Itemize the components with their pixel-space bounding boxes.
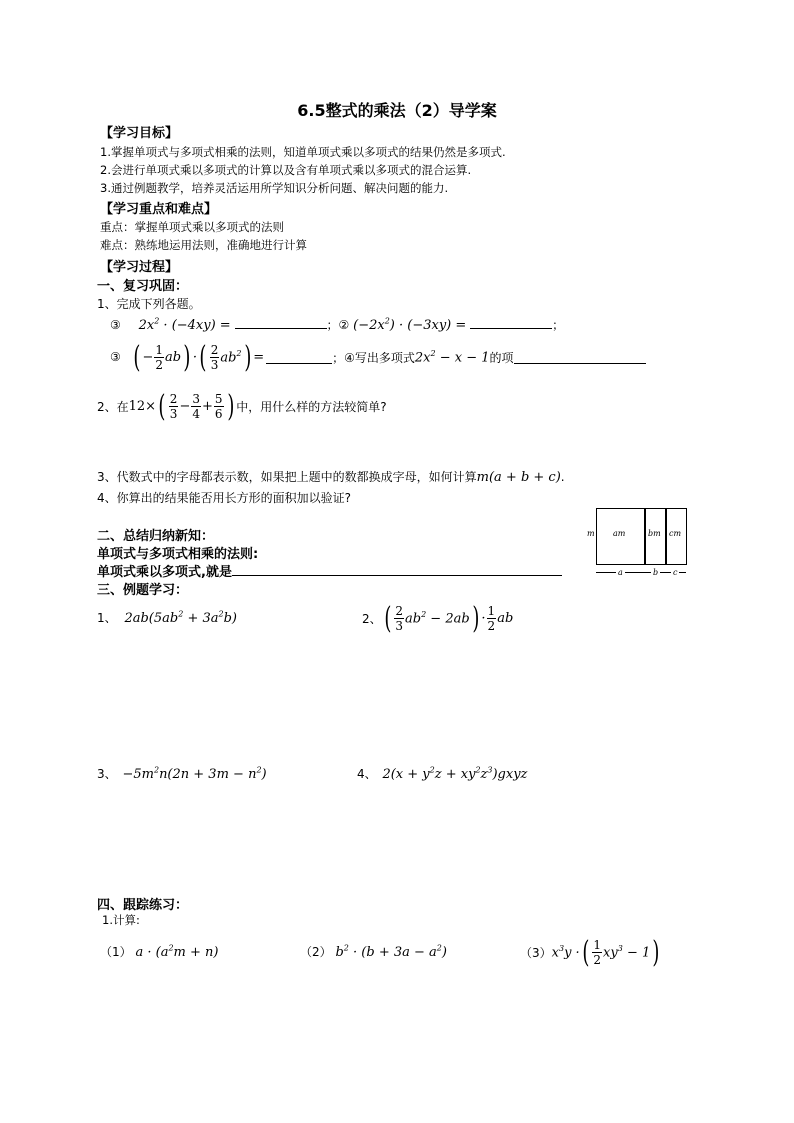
fraction: $\frac{2}{3}$ <box>210 342 219 372</box>
part1-heading: 一、复习巩固： <box>97 279 189 294</box>
q1b-mid: ；④写出多项式 <box>332 350 415 365</box>
q1a-sep: ；② <box>326 318 350 332</box>
fraction: $\frac{1}{2}$ <box>487 603 496 633</box>
fraction: $\frac{5}{6}$ <box>214 391 223 421</box>
q1a-blank[interactable] <box>235 316 327 329</box>
q1a-expr: $2x^2 \cdot (-4xy)$ = <box>138 316 231 333</box>
q1a2-blank[interactable] <box>470 316 552 329</box>
diagram-side-label: m <box>587 529 595 538</box>
part4-heading: 四、跟踪练习： <box>97 898 189 913</box>
diagram-cell-cm: cm <box>665 508 687 565</box>
objectives-heading: 【学习目标】 <box>100 126 179 141</box>
rule-row <box>97 561 562 580</box>
part2-heading: 二、总结归纳新知： <box>97 529 215 544</box>
diagram-cell-bm: bm <box>644 508 667 565</box>
practice-1: （1） $a \cdot (a^2m + n)$ <box>100 943 219 960</box>
q1-intro: 1、完成下列各题。 <box>97 297 201 311</box>
practice-3: （3） $x^3y$ · ( $\frac{1}{2}$ $xy^3 - 1$ ) <box>520 934 660 970</box>
q4-text: 4、你算出的结果能否用长方形的面积加以验证? <box>97 491 352 505</box>
q1a-row: ③ $2x^2 \cdot (-4xy)$ = ；② $(-2x^2) \cdot (-3xy)$ = ； <box>110 316 565 333</box>
q2-suffix: 中，用什么样的方法较简单? <box>236 399 387 414</box>
key-point: 重点：掌握单项式乘以多项式的法则 <box>100 220 284 234</box>
example-3: 3、 $-5m^2n(2n + 3m - n^2)$ <box>97 765 267 782</box>
process-heading: 【学习过程】 <box>100 260 179 275</box>
q1b-marker: ③ <box>110 350 121 364</box>
fraction: $\frac{1}{2}$ <box>155 342 164 372</box>
fraction: $\frac{2}{3}$ <box>395 603 403 633</box>
objective-3: 3.通过例题教学，培养灵活运用所学知识分析问题、解决问题的能力. <box>100 181 449 195</box>
q1b-end: 的项 <box>489 350 514 365</box>
page-title: 6.5整式的乘法（2）导学案 <box>297 101 497 120</box>
q1b-blank[interactable] <box>266 351 332 364</box>
rule-text: 单项式乘以多项式,就是 <box>97 565 232 580</box>
q2-prefix: 2、在 <box>97 399 129 414</box>
example-2: 2、 ( $\frac{2}{3}$ $ab^2 - 2ab$ ) · $\frac{1}{2}$ ab <box>362 600 514 636</box>
q1b-row: ③ ( − $\frac{1}{2}$ ab ) · ( $\frac{2}{3}$ $ab^2$ ) = ；④写出多项式 $2x^2 - x - 1$ 的项 <box>110 337 646 377</box>
objective-2: 2.会进行单项式乘以多项式的计算以及含有单项式乘以多项式的混合运算. <box>100 163 472 177</box>
keypoints-heading: 【学习重点和难点】 <box>100 202 218 217</box>
practice-intro: 1.计算: <box>102 913 140 927</box>
q1a-marker: ③ <box>110 318 121 332</box>
fraction: $\frac{2}{3}$ <box>169 391 178 421</box>
q2-row: 2、在 12× ( $\frac{2}{3}$ − $\frac{3}{4}$ + $\frac{5}{6}$ ) 中，用什么样的方法较简单? <box>97 388 387 424</box>
rule-title: 单项式与多项式相乘的法则: <box>97 547 259 562</box>
diagram-cell-am: am <box>596 508 646 565</box>
practice-2: （2） $b^2 \cdot (b + 3a - a^2)$ <box>300 943 447 960</box>
q1b-terms-blank[interactable] <box>514 351 646 364</box>
diagram-label-a: a <box>618 568 623 577</box>
rule-blank[interactable] <box>232 563 562 576</box>
q3-row: 3、代数式中的字母都表示数，如果把上题中的数都换成字母，如何计算m(a + b + c). <box>97 470 565 485</box>
example-4: 4、 $2(x + y^2z$ + $xy^2z^3)gxyz$ <box>357 765 528 782</box>
objective-1: 1.掌握单项式与多项式相乘的法则，知道单项式乘以多项式的结果仍然是多项式. <box>100 145 506 159</box>
fraction: $\frac{1}{2}$ <box>593 937 602 967</box>
q1a2-expr: $(-2x^2) \cdot (-3xy)$ = <box>353 316 467 333</box>
part3-heading: 三、例题学习： <box>97 583 189 598</box>
area-diagram <box>585 505 690 585</box>
fraction: $\frac{3}{4}$ <box>192 391 200 421</box>
q3-text: 3、代数式中的字母都表示数，如果把上题中的数都换成字母，如何计算 <box>97 470 477 484</box>
diagram-label-b: b <box>653 568 659 577</box>
diagram-label-c: c <box>673 568 678 577</box>
difficult-point: 难点：熟练地运用法则，准确地进行计算 <box>100 238 307 252</box>
example-1: 1、 $2ab(5ab^2 + 3a^2b)$ <box>97 609 238 626</box>
